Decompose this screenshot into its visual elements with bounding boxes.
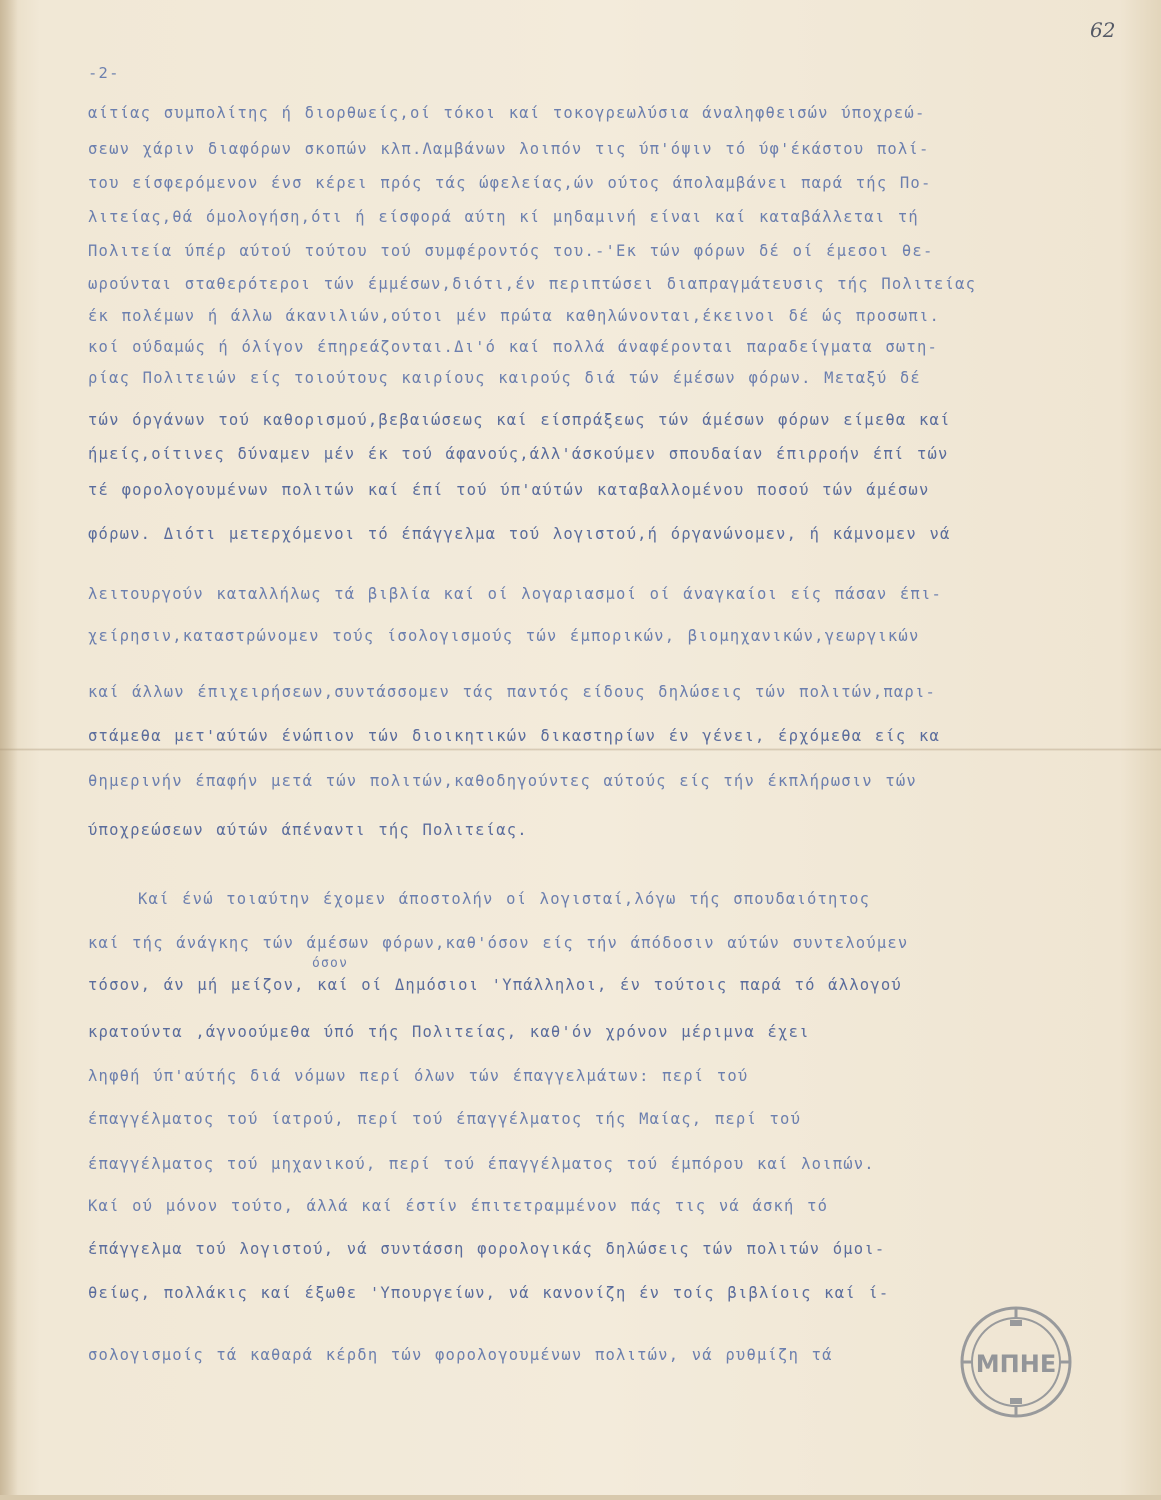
- text-line: θημερινήν έπαφήν μετά τών πολιτών,καθοδηγούντες αύτούς είς τήν έκπλήρωσιν τών: [88, 772, 917, 790]
- header-marker: -2-: [88, 64, 120, 82]
- text-line: κρατούντα ,άγνοούμεθα ύπό τής Πολιτείας, καθ'όν χρόνον μέριμνα έχει: [88, 1023, 810, 1041]
- text-line: φόρων. Διότι μετερχόμενοι τό έπάγγελμα τού λογιστού,ή όργανώνομεν, ή κάμνομεν νά: [88, 525, 951, 543]
- text-line: κοί ούδαμώς ή όλίγον έπηρεάζονται.Δι'ό καί πολλά άναφέρονται παραδείγματα σωτη-: [88, 338, 939, 356]
- text-line: έπάγγελμα τού λογιστού, νά συντάσση φορολογικάς δηλώσεις τών πολιτών όμοι-: [88, 1240, 886, 1258]
- text-line: έπαγγέλματος τού μηχανικού, περί τού έπαγγέλματος τού έμπόρου καί λοιπών.: [88, 1155, 875, 1173]
- text-line: σεων χάριν διαφόρων σκοπών κλπ.Λαμβάνων λοιπόν τις ύπ'όψιν τό ύφ'έκάστου πολί-: [88, 140, 930, 158]
- text-line: ύποχρεώσεων αύτών άπέναντι τής Πολιτείας.: [88, 821, 528, 839]
- text-line: του είσφερόμενον ένσ κέρει πρός τάς ώφελείας,ών ούτος άπολαμβάνει παρά τής Πο-: [88, 174, 932, 192]
- text-line: Πολιτεία ύπέρ αύτού τούτου τού συμφέροντός του.-'Εκ τών φόρων δέ οί έμεσοι θε-: [88, 242, 934, 260]
- text-line: έκ πολέμων ή άλλω άκανιλιών,ούτοι μέν πρώτα καθηλώνονται,έκεινοι δέ ώς προσωπι.: [88, 307, 941, 325]
- svg-text:ΜΠΗΕ: ΜΠΗΕ: [975, 1350, 1057, 1378]
- text-line: στάμεθα μετ'αύτών ένώπιον τών διοικητικών δικαστηρίων έν γένει, έρχόμεθα είς κα: [88, 727, 941, 745]
- text-line: τόσον, άν μή μείζον, καί οί Δημόσιοι 'Υπάλληλοι, έν τούτοις παρά τό άλλογού: [88, 976, 902, 994]
- text-line: σολογισμοίς τά καθαρά κέρδη τών φορολογουμένων πολιτών, νά ρυθμίζη τά: [88, 1346, 833, 1364]
- text-line: τέ φορολογουμένων πολιτών καί έπί τού ύπ'αύτών καταβαλλομένου ποσού τών άμέσων: [88, 481, 930, 499]
- text-line: αίτίας συμπολίτης ή διορθωείς,οί τόκοι καί τοκογρεωλύσια άναληφθεισών ύποχρεώ-: [88, 104, 926, 122]
- text-line-insertion: όσον: [312, 956, 349, 971]
- text-line: ήμείς,οίτινες δύναμεν μέν έκ τού άφανούς,άλλ'άσκούμεν σπουδαίαν έπιρροήν έπί τών: [88, 445, 949, 463]
- text-line: χείρησιν,καταστρώνομεν τούς ίσολογισμούς τών έμπορικών, βιομηχανικών,γεωργικών: [88, 627, 920, 645]
- text-line: τών όργάνων τού καθορισμού,βεβαιώσεως καί είσπράξεως τών άμέσων φόρων είμεθα καί: [88, 411, 951, 429]
- text-line: ρίας Πολιτειών είς τοιούτους καιρίους καιρούς διά τών έμέσων φόρων. Μεταξύ δέ: [88, 369, 921, 387]
- text-line: λειτουργούν καταλλήλως τά βιβλία καί οί λογαριασμοί οί άναγκαίοι είς πάσαν έπι-: [88, 585, 943, 603]
- text-line: ωρούνται σταθερότεροι τών έμμέσων,διότι,έν περιπτώσει διαπραγμάτευσις τής Πολιτείας: [88, 275, 977, 293]
- text-line: λιτείας,θά όμολογήση,ότι ή είσφορά αύτη κί μηδαμινή είναι καί καταβάλλεται τή: [88, 208, 919, 226]
- archive-stamp-logo: [958, 1304, 1074, 1420]
- text-line: Καί ένώ τοιαύτην έχομεν άποστολήν οί λογισταί,λόγω τής σπουδαιότητος: [138, 890, 871, 908]
- text-line: ληφθή ύπ'αύτής διά νόμων περί όλων τών έπαγγελμάτων: περί τού: [88, 1067, 749, 1085]
- text-line: καί άλλων έπιχειρήσεων,συντάσσομεν τάς παντός είδους δηλώσεις τών πολιτών,παρι-: [88, 683, 937, 701]
- text-line: Καί ού μόνον τούτο, άλλά καί έστίν έπιτετραμμένον πάς τις νά άσκή τό: [88, 1197, 829, 1215]
- text-line: θείως, πολλάκις καί έξωθε 'Υπουργείων, νά κανονίζη έν τοίς βιβλίοις καί ί-: [88, 1284, 890, 1302]
- paper-fold-line: [0, 748, 1161, 751]
- page-number: 62: [1090, 18, 1116, 42]
- text-line: καί τής άνάγκης τών άμέσων φόρων,καθ'όσον είς τήν άπόδοσιν αύτών συντελούμεν: [88, 934, 909, 952]
- text-line: έπαγγέλματος τού ίατρού, περί τού έπαγγέλματος τής Μαίας, περί τού: [88, 1110, 802, 1128]
